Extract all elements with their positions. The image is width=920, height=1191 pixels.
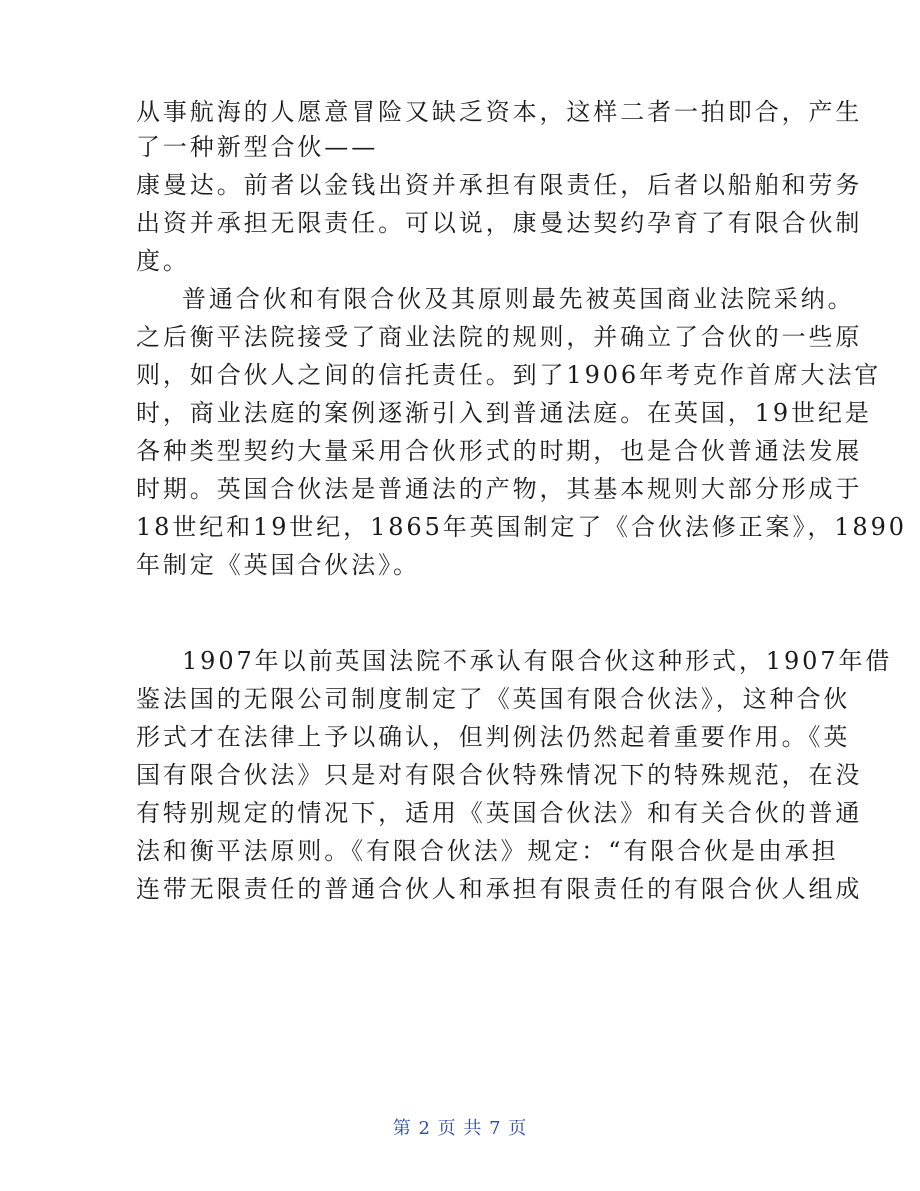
text-line: 年制定《英国合伙法》。 [136, 551, 420, 579]
text-line: 则，如合伙人之间的信托责任。到了1906年考克作首席大法官 [136, 361, 882, 389]
text-line: 从事航海的人愿意冒险又缺乏资本，这样二者一拍即合，产生 [136, 98, 863, 126]
text-line: 鉴法国的无限公司制度制定了《英国有限合伙法》，这种合伙 [136, 685, 851, 713]
document-body [136, 98, 907, 913]
text-line: 连带无限责任的普通合伙人和承担有限责任的有限合伙人组成 [136, 875, 863, 903]
paragraph-3 [136, 647, 893, 903]
text-line: 之后衡平法院接受了商业法院的规则，并确立了合伙的一些原 [136, 323, 863, 351]
text-line: 出资并承担无限责任。可以说，康曼达契约孕育了有限合伙制 [136, 209, 863, 237]
text-line: 各种类型契约大量采用合伙形式的时期，也是合伙普通法发展 [136, 437, 863, 465]
text-line: 1907年以前英国法院不承认有限合伙这种形式，1907年借 [182, 647, 893, 675]
text-line: 康曼达。前者以金钱出资并承担有限责任，后者以船舶和劳务 [136, 171, 863, 199]
paragraph-1 [136, 98, 863, 275]
page-number-footer: 第 2 页 共 7 页 [392, 1118, 528, 1139]
text-line: 普通合伙和有限合伙及其原则最先被英国商业法院采纳。 [182, 285, 855, 313]
text-line: 形式才在法律上予以确认，但判例法仍然起着重要作用。《英 [136, 723, 851, 751]
paragraph-spacer [136, 589, 786, 647]
paragraph-2 [136, 285, 907, 579]
text-line: 时，商业法庭的案例逐渐引入到普通法庭。在英国，19世纪是 [136, 399, 872, 427]
text-line: 时期。英国合伙法是普通法的产物，其基本规则大部分形成于 [136, 475, 863, 503]
text-line: 国有限合伙法》只是对有限合伙特殊情况下的特殊规范，在没 [136, 761, 863, 789]
text-line: 了一种新型合伙—— [136, 133, 379, 161]
text-line: 度。 [136, 247, 190, 275]
text-line: 有特别规定的情况下，适用《英国合伙法》和有关合伙的普通 [136, 799, 863, 827]
text-line: 法和衡平法原则。《有限合伙法》规定：“有限合伙是由承担 [136, 837, 839, 865]
text-line: 18世纪和19世纪，1865年英国制定了《合伙法修正案》，1890 [136, 513, 907, 541]
